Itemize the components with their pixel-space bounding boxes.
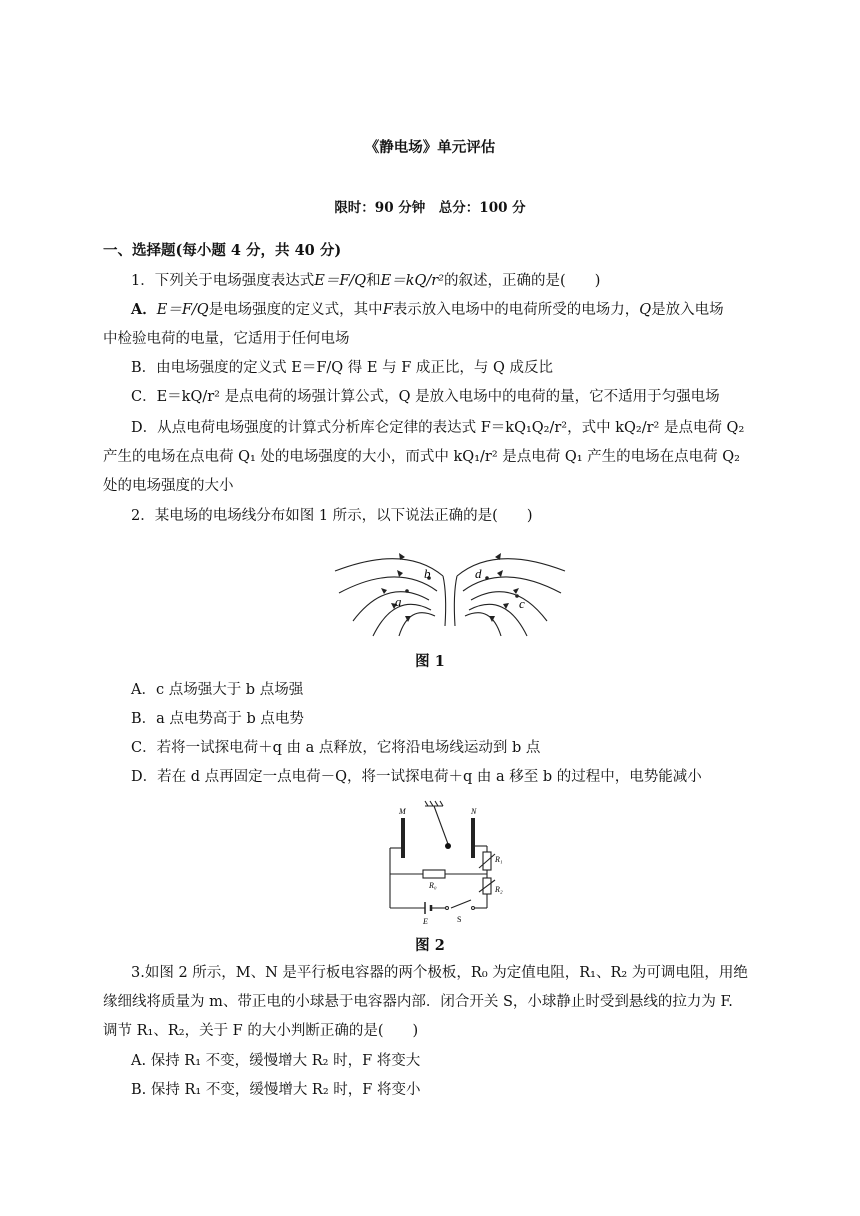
fig1-label-b: b (424, 566, 431, 581)
figure-2-caption: 图 2 (415, 937, 445, 954)
q1-option-d: D．从点电荷电场强度的计算式分析库仑定律的表达式 F＝kQ₁Q₂/r²，式中 kQ₂/r² 是点电荷 Q₂ (131, 420, 745, 436)
q1-option-b: B．由电场强度的定义式 E＝F/Q 得 E 与 F 成正比，与 Q 成反比 (131, 360, 553, 376)
fig2-label-m: M (399, 807, 406, 816)
q2-option-b: B．a 点电势高于 b 点电势 (131, 711, 304, 727)
section-heading: 一、选择题(每小题 4 分，共 40 分) (103, 242, 342, 259)
fig2-label-n: N (471, 807, 477, 816)
q2-option-d: D．若在 d 点再固定一点电荷－Q，将一试探电荷＋q 由 a 移至 b 的过程中，电势能减小 (131, 769, 702, 785)
q3-option-a: A. 保持 R₁ 不变，缓慢增大 R₂ 时，F 将变大 (131, 1053, 421, 1069)
figure-1-field-lines (325, 536, 575, 640)
fig1-label-a: a (395, 594, 402, 609)
q1-option-d-cont2: 处的电场强度的大小 (103, 478, 234, 494)
q1-option-d-cont: 产生的电场在点电荷 Q₁ 处的电场强度的大小，而式中 kQ₁/r² 是点电荷 Q₁ 产生的电场在点电荷 Q₂ (103, 449, 740, 465)
q2-option-a: A．c 点场强大于 b 点场强 (131, 682, 304, 698)
q1-option-c: C．E＝kQ/r² 是点电荷的场强计算公式，Q 是放入电场中的电荷的量，它不适用于匀强电场 (131, 389, 720, 405)
q3-stem-cont: 缘细线将质量为 m、带正电的小球悬于电容器内部．闭合开关 S，小球静止时受到悬线的拉力为 F. (103, 994, 733, 1010)
q1-option-a: A．E＝F/Q是电场强度的定义式，其中F表示放入电场中的电荷所受的电场力，Q是放入电场 (131, 301, 724, 318)
fig2-label-r0: R₀ (429, 881, 437, 890)
q2-stem: 2．某电场的电场线分布如图 1 所示，以下说法正确的是( ) (131, 508, 533, 524)
time-and-score: 限时：90 分钟 总分：100 分 (334, 200, 526, 216)
q2-option-c: C．若将一试探电荷＋q 由 a 点释放，它将沿电场线运动到 b 点 (131, 740, 541, 756)
figure-1-caption: 图 1 (415, 653, 445, 670)
fig2-label-r1: R₁ (495, 855, 503, 864)
fig1-label-d: d (475, 566, 482, 581)
document-title: 《静电场》单元评估 (364, 139, 496, 156)
q3-stem-cont2: 调节 R₁、R₂，关于 F 的大小判断正确的是( ) (103, 1023, 419, 1039)
q3-option-b: B. 保持 R₁ 不变，缓慢增大 R₂ 时，F 将变小 (131, 1082, 421, 1098)
q1-option-a-cont: 中检验电荷的电量，它适用于任何电场 (103, 331, 350, 347)
fig2-label-e: E (423, 917, 428, 926)
q3-stem: 3.如图 2 所示，M、N 是平行板电容器的两个极板，R₀ 为定值电阻，R₁、R₂ 为可调电阻，用绝 (131, 965, 748, 981)
figure-2-circuit (385, 798, 515, 928)
fig2-label-r2: R₂ (495, 885, 503, 894)
fig1-label-c: c (519, 596, 525, 611)
fig2-label-s: S (457, 915, 462, 924)
q1-stem: 1．下列关于电场强度表达式E＝F/Q和E＝kQ/r²的叙述，正确的是( ) (131, 273, 601, 289)
